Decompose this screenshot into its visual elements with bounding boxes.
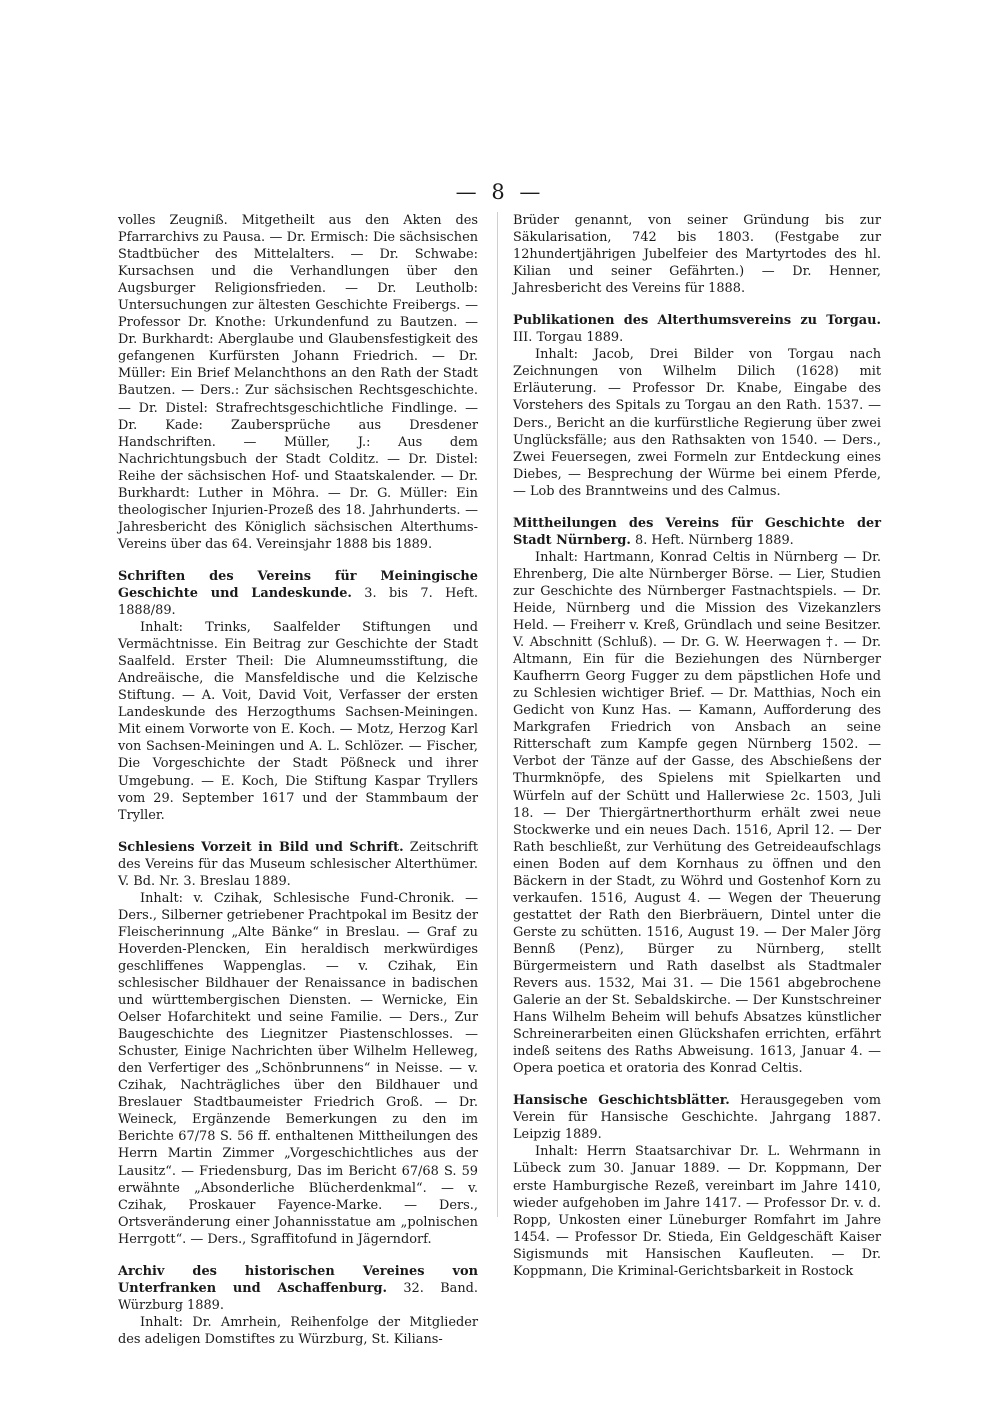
entry-heading: Archiv des historischen Vereines von Unterfranken und Aschaffenburg. — [118, 1263, 478, 1296]
entry-meta: III. Torgau 1889. — [513, 330, 624, 346]
bibliography-entry — [118, 839, 478, 1248]
entry-meta: 3. bis 7. Heft. 1888/89. — [118, 585, 478, 619]
continuation-entry — [118, 212, 478, 553]
entry-meta: 32. Band. Würzburg 1889. — [118, 1280, 478, 1313]
entry-contents: Inhalt: Trinks, Saalfelder Stiftungen und Vermächtnisse. Ein Beitrag zur Geschichte der Stadt Saalfeld. Erster Theil: Die Alumneumsstiftung, die Andreäische, die Mansfeldische und die Kelzische Stiftung. — A. Voit, David Voit, Verfasser der ersten Landeskunde des Herzogthums Sachsen-Meiningen. Mit einem Vorworte von E. Koch. — Motz, Herzog Karl von Sachsen-Meiningen und A. L. Schlözer. — Fischer, Die Vorgeschichte der Stadt Pößneck und ihrer Umgebung. — E. Koch, Die Stiftung Kaspar Tryllers vom 29. September 1617 und der Stammbaum der Tryller. — [118, 620, 478, 823]
entry-contents: Inhalt: Hartmann, Konrad Celtis in Nürnberg — Dr. Ehrenberg, Die alte Nürnberger Börse. — Lier, Studien zur Geschichte des Nürnberger Fastnachtspiels. — Dr. Heide, Nürnberg und die Mission des Vizekanzlers Held. — Freiherr v. Kreß, Gründlach und seine Besitzer. V. Abschnitt (Schluß). — Dr. G. W. Heerwagen †. — Dr. Altmann, Ein für die Beziehungen des Nürnberger Kaufherrn Georg Fugger zu dem päpstlichen Hofe und zu Schlesien wichtiger Brief. — Dr. Matthias, Noch ein Gedicht von Kunz Has. — Kamann, Aufforderung des Markgrafen Friedrich von Ansbach an seine Ritterschaft zum Kampfe gegen Nürnberg 1502. — Verbot der Tänze auf der Gasse, des Abschießens der Thurmknöpfe, des Spielens mit Spielkarten und Würfeln auf der Schütt und Hallerwiese 2c. 1503, Juli 18. — Der Thiergärtnerthorthurm erhält zwei neue Stockwerke und ein neues Dach. 1516, April 12. — Der Rath beschließt, zur Verhütung des Getreideaufschlags einen Boden auf dem Kornhaus zu öffnen und den Bäckern in der Stadt, zu Wöhrd und Gostenhof Korn zu verkaufen. 1516, August 4. — Wegen der Theuerung gestattet der Rath den Bierbräuern, Dintel unter die Gerste zu schütten. 1516, August 19. — Der Maler Jörg Bennß (Penz), Bürger zu Nürnberg, stellt Bürgermeistern und Rath daselbst als Stadtmaler Revers aus. 1532, Mai 31. — Die 1561 abgebrochene Galerie an der St. Sebaldskirche. — Der Kunstschreiner Hans Wilhelm Beheim will behufs Absatzes künstlicher Schreinerarbeiten einen Glückshafen errichten, erfährt indeß seitens des Raths Abweisung. 1613, Januar 4. — Opera poetica et oratoria des Konrad Celtis. — [513, 549, 881, 1077]
entry-meta: Zeitschrift des Vereins für das Museum schlesischer Alterthümer. V. Bd. Nr. 3. Breslau 1889. — [118, 839, 478, 889]
right-column — [513, 212, 881, 1280]
bibliography-entry — [513, 312, 881, 500]
entry-citation — [118, 839, 478, 890]
continuation-text: volles Zeugniß. Mitgetheilt aus den Akten des Pfarrarchivs zu Pausa. — Dr. Ermisch: Die sächsischen Stadtbücher des Mittelalters. — Dr. Schwabe: Kursachsen und die Verhandlungen über den Augsburger Religionsfrieden. — Dr. Leutholb: Untersuchungen zur ältesten Geschichte Freibergs. — Professor Dr. Knothe: Urkundenfund zu Bautzen. — Dr. Burkhardt: Aberglaube und Glaubensfestigkeit des gefangenen Kurfürsten Johann Friedrich. — Dr. Müller: Ein Brief Melanchthons an den Rath der Stadt Bautzen. — Ders.: Zur sächsischen Rechtsgeschichte. — Dr. Distel: Strafrechtsgeschichtliche Findlinge. — Dr. Kade: Zaubersprüche aus Dresdener Handschriften. — Müller, J.: Aus dem Nachrichtungsbuch der Stadt Colditz. — Dr. Distel: Reihe der sächsischen Hof- und Staatskalender. — Dr. Burkhardt: Luther in Möhra. — Dr. G. Müller: Ein theologischer Injurien-Prozeß des 18. Jahrhunderts. — Jahresbericht des Königlich sächsischen Alterthums-Vereins über das 64. Vereinsjahr 1888 bis 1889. — [118, 213, 478, 552]
entry-citation — [513, 1092, 881, 1143]
entry-contents: Inhalt: Dr. Amrhein, Reihenfolge der Mitglieder des adeligen Domstiftes zu Würzburg, St. Kilians- — [118, 1314, 478, 1347]
entry-heading: Mittheilungen des Vereins für Geschichte der Stadt Nürnberg. — [513, 515, 881, 548]
continuation-entry — [513, 212, 881, 297]
continuation-text: Brüder genannt, von seiner Gründung bis zur Säkularisation, 742 bis 1803. (Festgabe zur 12hundertjährigen Jubelfeier des Martyrtodes des hl. Kilian und seiner Gefährten.) — Dr. Henner, Jahresbericht des Vereins für 1888. — [513, 213, 881, 297]
entry-citation — [513, 312, 881, 346]
bibliography-entry — [118, 568, 478, 824]
entry-contents: Inhalt: v. Czihak, Schlesische Fund-Chronik. — Ders., Silberner getriebener Prachtpokal im Besitz der Fleischerinnung „Alte Bänke“ in Breslau. — Graf zu Hoverden-Plencken, Ein heraldisch merkwürdiges geschliffenes Wappenglas. — v. Czihak, Ein schlesischer Bildhauer der Renaissance in badischen und württembergischen Diensten. — Wernicke, Ein Oelser Hofarchitekt und seine Familie. — Ders., Zur Baugeschichte des Liegnitzer Piastenschlosses. — Schuster, Einige Nachrichten über Wilhelm Helleweg, den Verfertiger des „Schönbrunnens“ in Neisse. — v. Czihak, Nachträgliches über den Bildhauer und Breslauer Stadtbaumeister Friedrich Groß. — Dr. Weineck, Ergänzende Bemerkungen zu den im Berichte 67/78 S. 56 ff. enthaltenen Mittheilungen des Herrn Martin Zimmer „Vorgeschichtliches aus der Lausitz“. — Friedensburg, Das im Bericht 67/68 S. 59 erwähnte „Absonderliche Blücherdenkmal“. — v. Czihak, Proskauer Fayence-Marke. — Ders., Ortsveränderung einer Johannisstatue am „polnischen Herrgott“. — Ders., Sgraffitofund in Jägerndorf. — [118, 890, 478, 1247]
entry-meta: 8. Heft. Nürnberg 1889. — [630, 532, 794, 548]
entry-citation — [118, 1263, 478, 1314]
entry-citation — [513, 515, 881, 549]
entry-heading: Publikationen des Alterthumsvereins zu Torgau. — [513, 313, 881, 329]
entry-heading: Schlesiens Vorzeit in Bild und Schrift. — [118, 839, 404, 855]
entry-contents: Inhalt: Herrn Staatsarchivar Dr. L. Wehrmann in Lübeck zum 30. Januar 1889. — Dr. Koppmann, Der erste Hamburgische Rezeß, vereinbart im Jahre 1410, wieder aufgehoben im Jahre 1417. — Professor Dr. v. d. Ropp, Unkosten einer Lüneburger Romfahrt im Jahre 1454. — Professor Dr. Stieda, Ein Geldgeschäft Kaiser Sigismunds mit Hansischen Kaufleuten. — Dr. Koppmann, Die Kriminal-Gerichtsbarkeit in Rostock — [513, 1144, 881, 1279]
entry-contents: Inhalt: Jacob, Drei Bilder von Torgau nach Zeichnungen von Wilhelm Dilich (1628) mit Erläuterung. — Professor Dr. Knabe, Eingabe des Vorstehers des Spitals zu Torgau an den Rath. 1537. — Ders., Bericht an die kurfürstliche Regierung über zwei Unglücksfälle; aus den Rathsakten von 1540. — Ders., Zwei Feuersegen, zwei Formeln zur Entdeckung eines Diebes, — Besprechung der Würme bei einem Pferde, — Lob des Branntweins und des Calmus. — [513, 347, 881, 499]
left-column — [118, 212, 478, 1348]
bibliography-entry — [513, 515, 881, 1078]
entry-heading: Schriften des Vereins für Meiningische Geschichte und Landeskunde. — [118, 568, 478, 601]
column-divider — [497, 212, 498, 1217]
entry-citation — [118, 568, 478, 619]
entry-heading: Hansische Geschichtsblätter. — [513, 1093, 730, 1109]
page-number: — 8 — — [455, 180, 545, 204]
bibliography-entry — [513, 1092, 881, 1280]
entry-meta: Herausgegeben vom Verein für Hansische Geschichte. Jahrgang 1887. Leipzig 1889. — [513, 1093, 881, 1143]
bibliography-entry — [118, 1263, 478, 1348]
